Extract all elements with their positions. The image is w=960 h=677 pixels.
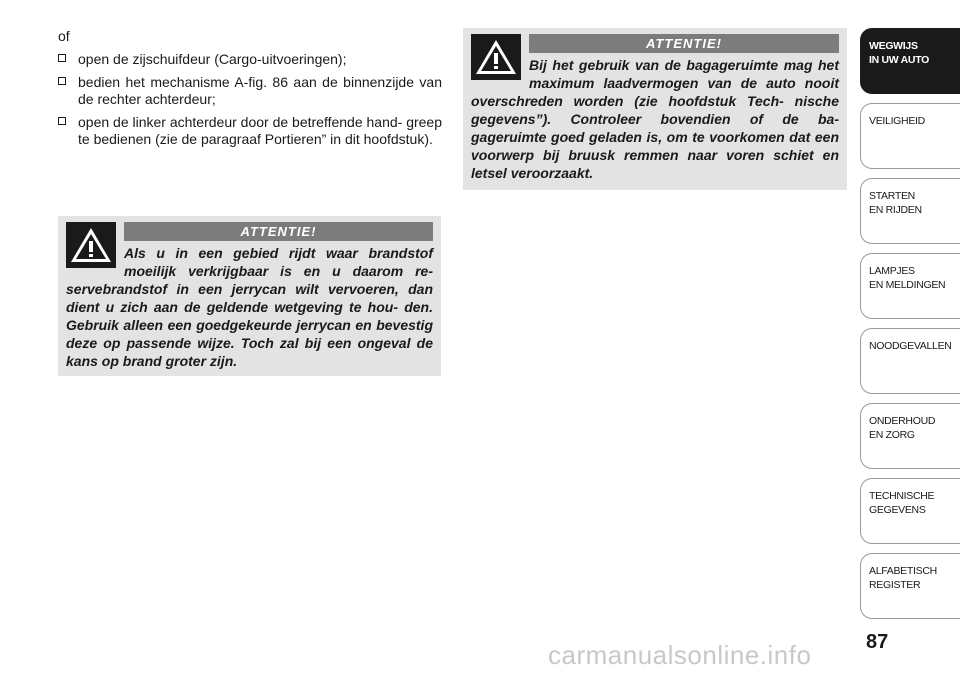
warning-box-fuel xyxy=(58,216,441,376)
instructions-column xyxy=(58,28,442,154)
chapter-tabs xyxy=(860,28,960,628)
checkbox-bullet-icon xyxy=(58,54,66,62)
list-item xyxy=(58,74,442,108)
warning-box-load xyxy=(463,28,847,190)
list-item-text: open de linker achterdeur door de betreffende hand- greep te bedienen (zie de paragraaf Portieren” in dit hoofdstuk). xyxy=(78,114,443,147)
tab-lampjes[interactable]: LAMPJES EN MELDINGEN xyxy=(860,253,960,319)
warning-triangle-icon xyxy=(66,222,116,268)
list-item-text: bedien het mechanisme A-fig. 86 aan de binnenzijde van de rechter achterdeur; xyxy=(78,74,442,107)
warning-title: ATTENTIE! xyxy=(529,34,839,53)
watermark: carmanualsonline.info xyxy=(548,640,812,670)
tab-starten[interactable]: STARTEN EN RIJDEN xyxy=(860,178,960,244)
tab-veiligheid[interactable]: VEILIGHEID xyxy=(860,103,960,169)
warning-title: ATTENTIE! xyxy=(124,222,433,241)
tab-technische[interactable]: TECHNISCHE GEGEVENS xyxy=(860,478,960,544)
intro-text: of xyxy=(58,28,70,44)
list-item xyxy=(58,114,442,148)
tab-register[interactable]: ALFABETISCH REGISTER xyxy=(860,553,960,619)
list-item-text: open de zijschuifdeur (Cargo-uitvoeringen); xyxy=(78,51,347,67)
page-number: 87 xyxy=(866,631,889,653)
warning-triangle-icon xyxy=(471,34,521,80)
warning-text: Als u in een gebied rijdt waar brandstof moeilijk verkrijgbaar is en u daarom re- servebrandstof in een jerrycan wilt vervoeren, dan dient u zich aan de geldende wetgeving te hou- den. Gebruik alleen een goedgekeurde jerrycan en bevestig deze op passende wijze. Toch zal bij een ongeval de kans op brand groter zijn. xyxy=(66,245,433,369)
tab-wegwijs[interactable]: WEGWIJS IN UW AUTO xyxy=(860,28,960,94)
checkbox-bullet-icon xyxy=(58,117,66,125)
tab-onderhoud[interactable]: ONDERHOUD EN ZORG xyxy=(860,403,960,469)
checkbox-bullet-icon xyxy=(58,77,66,85)
tab-noodgevallen[interactable]: NOODGEVALLEN xyxy=(860,328,960,394)
warning-text: Bij het gebruik van de bagageruimte mag het maximum laadvermogen van de auto nooit overschreden worden (zie hoofdstuk Tech- nische gegevens”). Controleer bovendien of de ba- gageruimte goed geladen is, om te voorkomen dat een voorwerp bij bruusk remmen naar voren schiet en letsel veroorzaakt. xyxy=(471,57,839,181)
list-item xyxy=(58,51,442,68)
